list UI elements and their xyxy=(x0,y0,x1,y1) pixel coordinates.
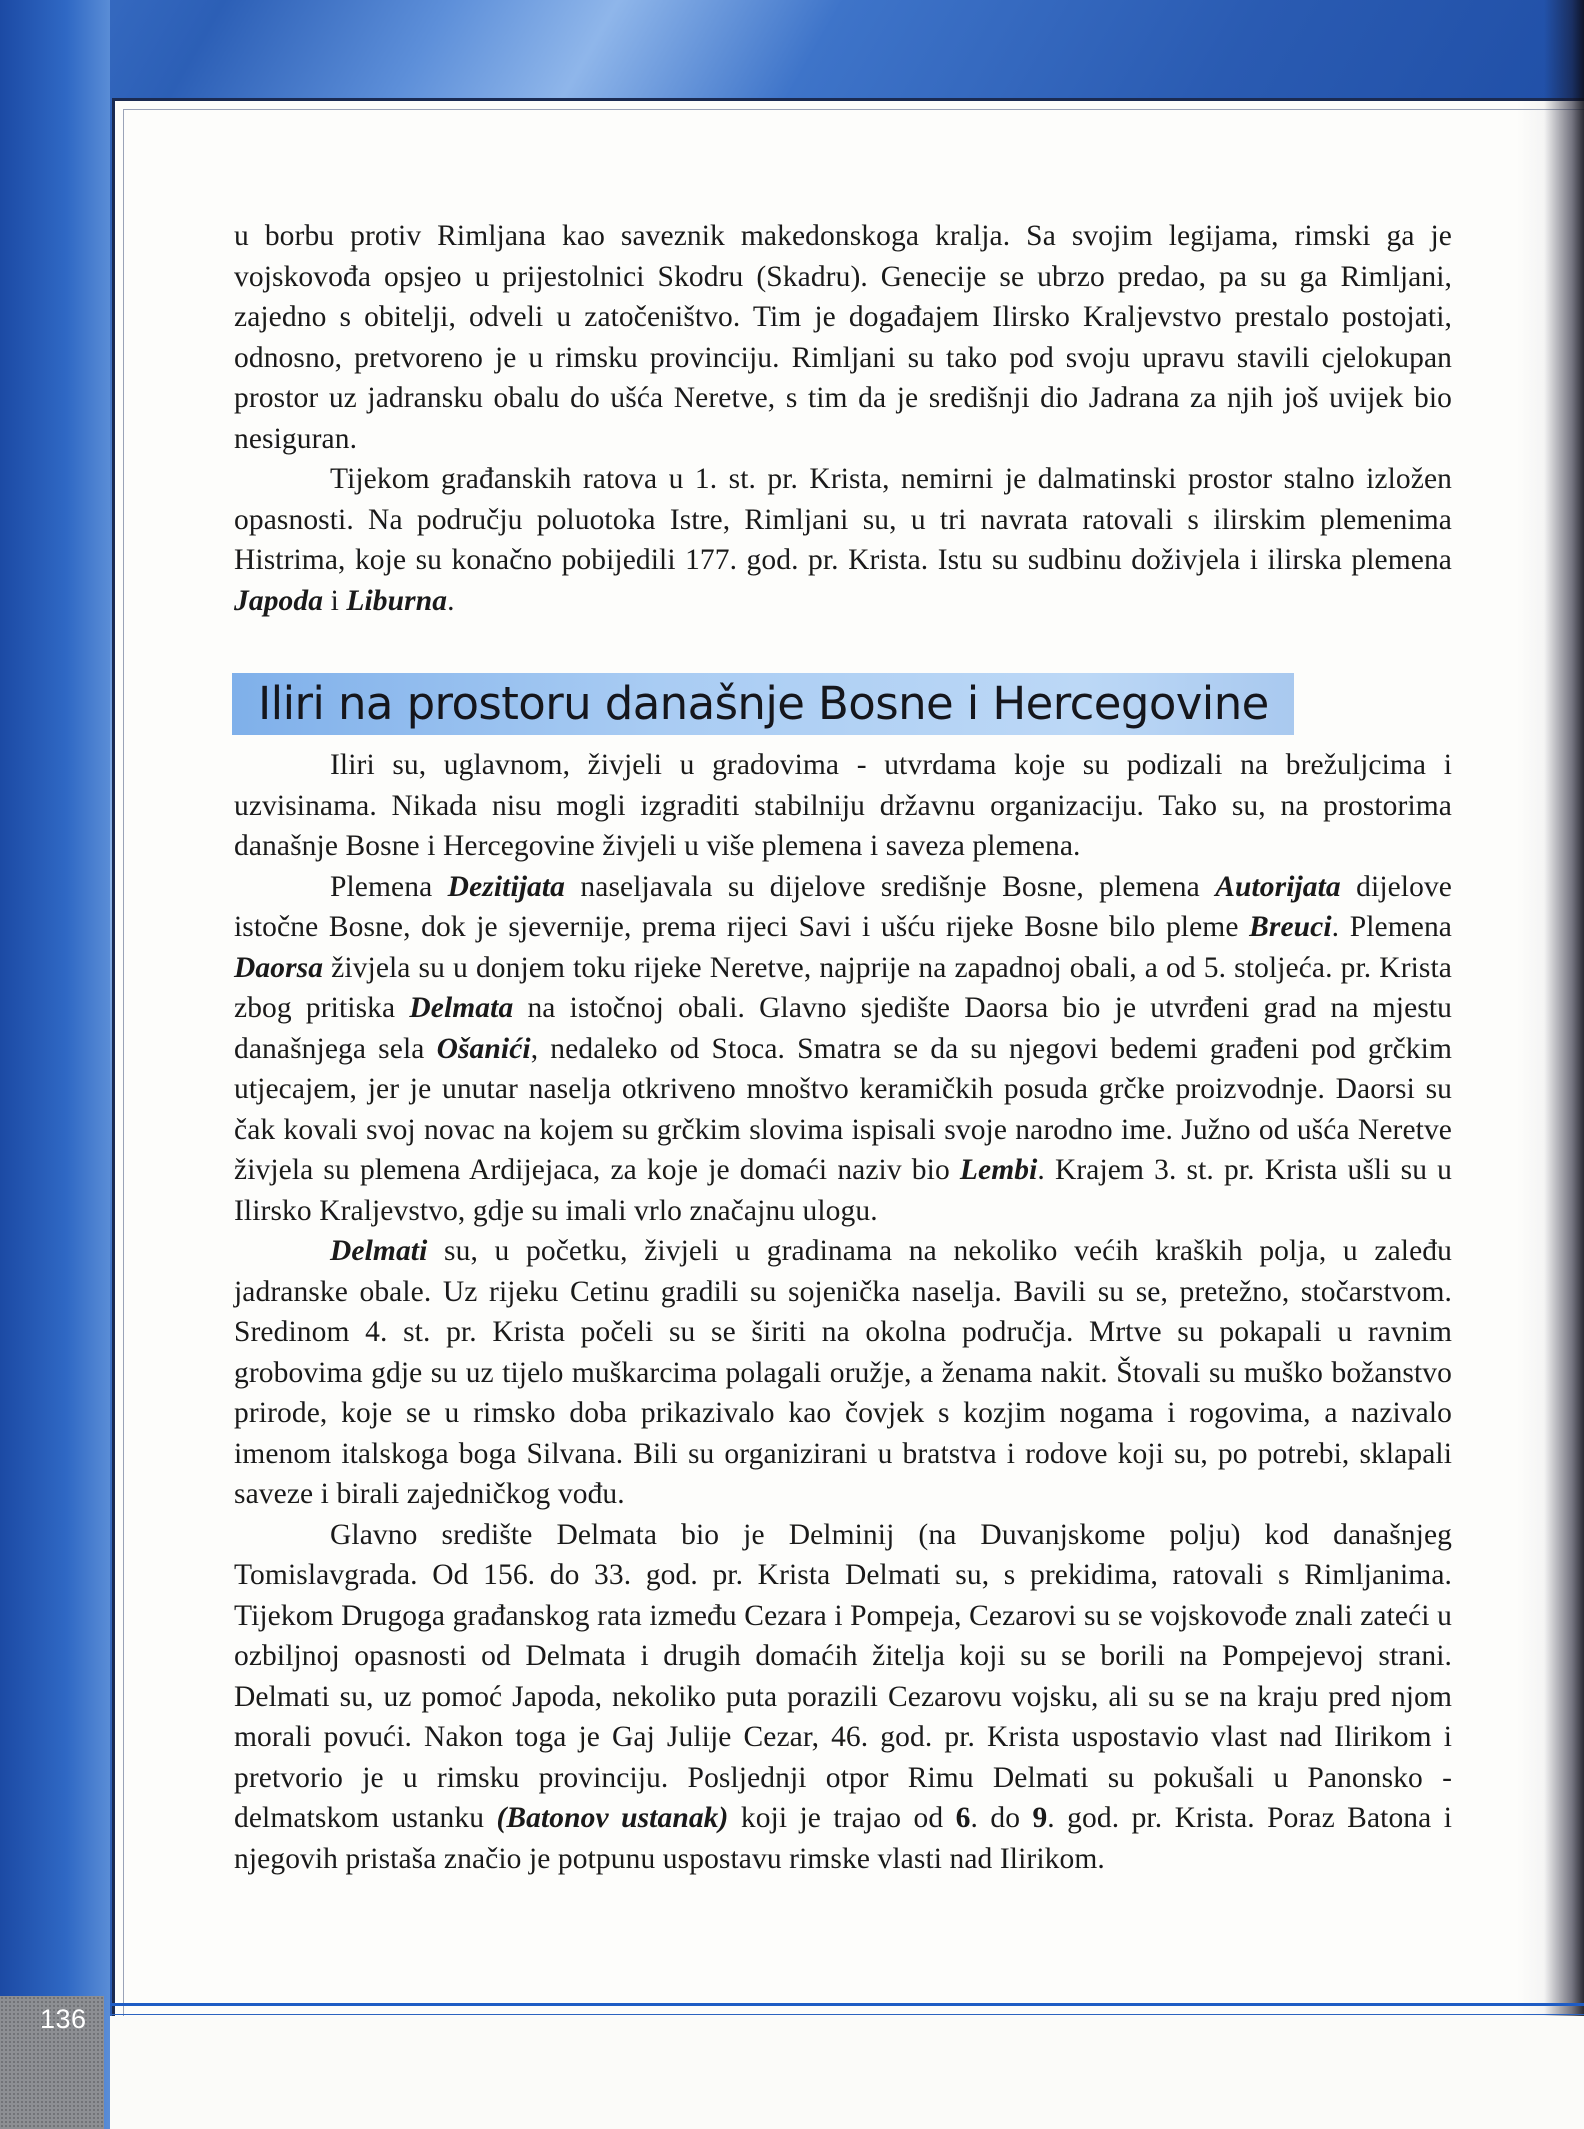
section-heading: Iliri na prostoru današnje Bosne i Hercegovine xyxy=(258,677,1269,730)
text-run: živjela su u donjem toku rijeke Neretve, najprije na zapadnoj obali, a od 5. stoljeća. pr. Krista zbog pritiska xyxy=(234,951,1452,1024)
text-column xyxy=(234,216,1452,1879)
paragraph xyxy=(234,216,1452,459)
paragraph xyxy=(234,745,1452,867)
emphasized-term: Liburna xyxy=(346,584,448,617)
bold-number: 6 xyxy=(955,1802,971,1834)
paragraph xyxy=(234,1515,1452,1880)
emphasized-term: Ošanići xyxy=(436,1032,531,1065)
emphasized-term: Autorijata xyxy=(1215,870,1341,903)
text-run: i xyxy=(323,584,347,617)
text-run: . god. pr. Krista. Poraz Batona i njegovih pristaša značio je potpunu uspostavu rimske vlasti nad Ilirikom. xyxy=(234,1802,1453,1875)
section-heading-band xyxy=(232,673,1294,735)
footer-area xyxy=(110,2016,1584,2129)
text-run: dijelove istočne Bosne, dok je sjevernije, prema rijeci Savi i ušću rijeke Bosne bilo pleme xyxy=(234,870,1452,943)
text-run: . xyxy=(447,584,455,617)
emphasized-term: Delmati xyxy=(330,1235,428,1267)
text-run: , nedaleko od Stoca. Smatra se da su njegovi bedemi građeni pod grčkim utjecajem, jer je unutar naselja otkriveno mnoštvo keramičkih posuda grčke proizvodnje. Daorsi su čak kovali svoj novac na kojem su grčkim slovima ispisali svoje narodno ime. Južno od ušća Neretve živjela su plemena Ardijejaca, za koje je domaći naziv bio xyxy=(234,1032,1452,1186)
paragraph xyxy=(234,1231,1452,1515)
text-run: . do xyxy=(970,1802,1033,1834)
left-blue-margin xyxy=(0,0,110,2129)
emphasized-term: Breuci xyxy=(1249,911,1332,943)
text-run: . Krajem 3. st. pr. Krista ušli su u Ilirsko Kraljevstvo, gdje su imali vrlo značajnu ulogu. xyxy=(234,1154,1452,1227)
paragraph xyxy=(234,459,1452,621)
emphasized-term: Daorsa xyxy=(234,951,324,984)
text-run: na istočnoj obali. Glavno sjedište Daorsa bio je utvrđeni grad na mjestu današnjega sela xyxy=(234,992,1453,1065)
text-run: u borbu protiv Rimljana kao saveznik makedonskoga kralja. Sa svojim legijama, rimski ga je vojskovođa opsjeo u prijestolnici Skodru (Skadru). Genecije se ubrzo predao, pa su ga Rimljani, zajedno s obitelji, odveli u zatočeništvo. Tim je događajem Ilirsko Kraljevstvo prestalo postojati, odnosno, pretvoreno je u rimsku provinciju. Rimljani su tako pod svoju upravu stavili cjelokupan prostor uz jadransku obalu do ušća Neretve, s tim da je središnji dio Jadrana za njih još uvijek bio nesiguran. xyxy=(234,220,1452,455)
footer-rule-thin xyxy=(110,2014,1584,2015)
book-spine-shadow xyxy=(1544,0,1584,2129)
footer-rule xyxy=(110,2003,1584,2006)
emphasized-term: Dezitijata xyxy=(447,870,566,903)
text-run: su, u početku, živjeli u gradinama na nekoliko većih kraških polja, u zaleđu jadranske obale. Uz rijeku Cetinu gradili su sojenička naselja. Bavili su se, pretežno, stočarstvom. Sredinom 4. st. pr. Krista počeli su se širiti na okolna područja. Mrtve su pokapali u ravnim grobovima gdje su uz tijelo muškarcima polagali oružje, a ženama nakit. Štovali su muško božanstvo prirode, koje se u rimsko doba prikazivalo kao čovjek s kozjim nogama i rogovima, a nazivalo imenom italskoga boga Silvana. Bili su organizirani u bratstva i rodove koji su, po potrebi, sklapali saveze i birali zajedničkog vođu. xyxy=(234,1235,1452,1510)
bold-number: 9 xyxy=(1032,1802,1048,1834)
emphasized-term: Japoda xyxy=(234,584,324,617)
page-number: 136 xyxy=(40,2004,87,2034)
emphasized-term: Delmata xyxy=(409,992,514,1024)
text-run: Tijekom građanskih ratova u 1. st. pr. Krista, nemirni je dalmatinski prostor stalno izložen opasnosti. Na području poluotoka Istre, Rimljani su, u tri navrata ratovali s ilirskim plemenima Histrima, koje su konačno pobijedili 177. god. pr. Krista. Istu su sudbinu doživjela i ilirska plemena xyxy=(234,463,1452,576)
emphasized-term: Lembi xyxy=(959,1154,1038,1186)
text-run: Iliri su, uglavnom, živjeli u gradovima - utvrdama koje su podizali na brežuljcima i uzvisinama. Nikada nisu mogli izgraditi stabilniju državnu organizaciju. Tako su, na prostorima današnje Bosne i Hercegovine živjeli u više plemena i saveza plemena. xyxy=(234,749,1452,862)
text-run: koji je trajao od xyxy=(728,1802,956,1834)
text-run: naseljavala su dijelove središnje Bosne, plemena xyxy=(565,870,1216,903)
paragraph xyxy=(234,867,1452,1232)
text-run: . Plemena xyxy=(1331,911,1453,943)
emphasized-term: (Batonov ustanak) xyxy=(496,1802,729,1834)
text-run: Glavno središte Delmata bio je Delminij (na Duvanjskome polju) kod današnjeg Tomislavgrada. Od 156. do 33. god. pr. Krista Delmati su, s prekidima, ratovali s Rimljanima. Tijekom Drugoga građanskog rata između Cezara i Pompeja, Cezarovi su se vojskovođe znali zateći u ozbiljnoj opasnosti od Delmata i drugih domaćih žitelja koji su se borili na Pompejevoj strani. Delmati su, uz pomoć Japoda, nekoliko puta porazili Cezarovu vojsku, ali su se na kraju pred njom morali povući. Nakon toga je Gaj Julije Cezar, 46. god. pr. Krista uspostavio vlast nad Ilirikom i pretvorio je u rimsku provinciju. Posljednji otpor Rimu Delmati su pokušali u Panonsko - delmatskom ustanku xyxy=(234,1518,1452,1834)
text-run: Plemena xyxy=(330,870,448,903)
